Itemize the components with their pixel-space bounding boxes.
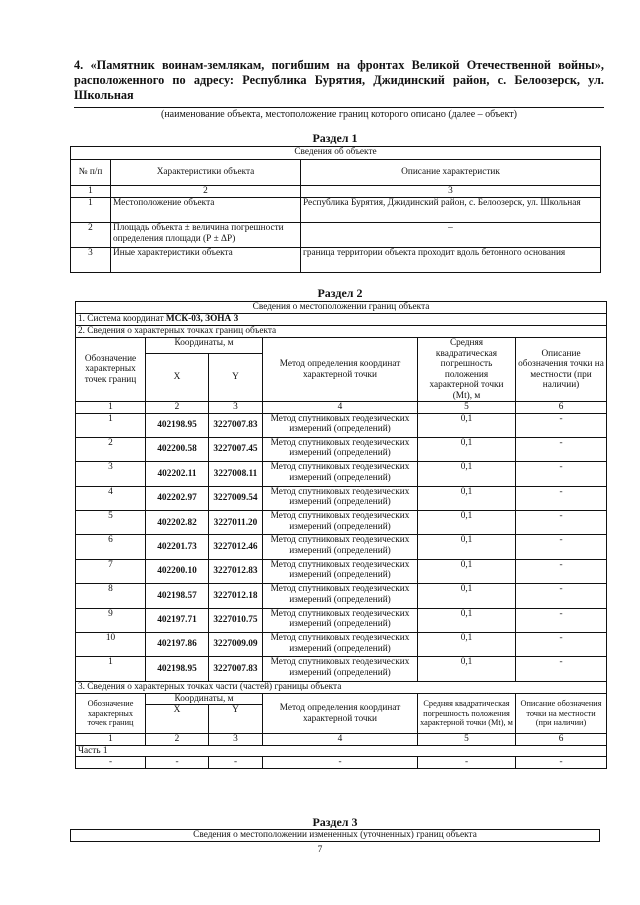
point-descr: - bbox=[516, 633, 607, 657]
point-error: 0,1 bbox=[418, 633, 516, 657]
section2-caption: Сведения о местоположении границ объекта bbox=[76, 302, 607, 314]
col-point-header: Обозначение характерных точек границ bbox=[76, 338, 146, 402]
part-cell: - bbox=[146, 757, 209, 769]
point-method: Метод спутниковых геодезических измерений (определений) bbox=[263, 535, 418, 559]
point-error: 0,1 bbox=[418, 657, 516, 681]
point-method: Метод спутниковых геодезических измерений (определений) bbox=[263, 413, 418, 437]
point-id: 4 bbox=[76, 486, 146, 510]
point-x: 402200.10 bbox=[146, 559, 209, 583]
index-cell: 6 bbox=[516, 402, 607, 414]
point-descr: - bbox=[516, 511, 607, 535]
object-heading-caption: (наименование объекта, местоположение границ которого описано (далее – объект) bbox=[74, 107, 604, 121]
row-desc: – bbox=[301, 223, 601, 248]
point-x: 402197.71 bbox=[146, 608, 209, 632]
index-cell: 1 bbox=[76, 734, 146, 746]
coord-system-value: МСК-03, ЗОНА 3 bbox=[165, 314, 239, 324]
point-error: 0,1 bbox=[418, 535, 516, 559]
row-desc: граница территории объекта проходит вдоль бетонного основания bbox=[301, 248, 601, 273]
part-label: Часть 1 bbox=[76, 745, 607, 757]
subsection3-title: 3. Сведения о характерных точках части (частей) границы объекта bbox=[76, 681, 607, 693]
index-cell: 5 bbox=[418, 734, 516, 746]
point-y: 3227007.83 bbox=[209, 413, 263, 437]
section2-title: Раздел 2 bbox=[317, 286, 363, 300]
col-method-header: Метод определения координат характерной точки bbox=[263, 693, 418, 734]
row-char: Площадь объекта ± величина погрешности определения площади (Р ± ΔР) bbox=[111, 223, 301, 248]
row-char: Местоположение объекта bbox=[111, 198, 301, 223]
point-x: 402202.97 bbox=[146, 486, 209, 510]
point-id: 3 bbox=[76, 462, 146, 486]
index-cell: 5 bbox=[418, 402, 516, 414]
point-y: 3227007.83 bbox=[209, 657, 263, 681]
point-id: 2 bbox=[76, 437, 146, 461]
table-row bbox=[71, 223, 601, 248]
point-error: 0,1 bbox=[418, 584, 516, 608]
point-y: 3227012.46 bbox=[209, 535, 263, 559]
point-row bbox=[76, 462, 607, 486]
index-cell: 1 bbox=[76, 402, 146, 414]
point-id: 5 bbox=[76, 511, 146, 535]
section1-caption: Сведения об объекте bbox=[71, 147, 601, 160]
section3-title: Раздел 3 bbox=[312, 815, 358, 829]
index-cell: 4 bbox=[263, 734, 418, 746]
point-row bbox=[76, 608, 607, 632]
col-y-header: Y bbox=[209, 354, 263, 402]
col-y-header: Y bbox=[209, 705, 263, 734]
point-id: 1 bbox=[76, 413, 146, 437]
index-cell: 2 bbox=[111, 186, 301, 198]
index-cell: 3 bbox=[209, 734, 263, 746]
point-id: 10 bbox=[76, 633, 146, 657]
point-method: Метод спутниковых геодезических измерений (определений) bbox=[263, 462, 418, 486]
point-y: 3227012.18 bbox=[209, 584, 263, 608]
index-cell: 3 bbox=[301, 186, 601, 198]
col-error-header: Средняя квадратическая погрешность положения характерной точки (Mt), м bbox=[418, 693, 516, 734]
col-desc-header: Описание характеристик bbox=[301, 160, 601, 186]
point-y: 3227009.09 bbox=[209, 633, 263, 657]
point-row bbox=[76, 559, 607, 583]
col-coords-header: Координаты, м bbox=[146, 338, 263, 354]
col-descr-header: Описание обозначения точки на местности (при наличии) bbox=[516, 338, 607, 402]
subsection2-title: 2. Сведения о характерных точках границ объекта bbox=[76, 326, 607, 338]
point-row bbox=[76, 437, 607, 461]
point-descr: - bbox=[516, 437, 607, 461]
point-id: 7 bbox=[76, 559, 146, 583]
point-row bbox=[76, 584, 607, 608]
point-x: 402197.86 bbox=[146, 633, 209, 657]
point-y: 3227010.75 bbox=[209, 608, 263, 632]
point-error: 0,1 bbox=[418, 462, 516, 486]
page-number: 7 bbox=[317, 845, 323, 855]
point-row bbox=[76, 535, 607, 559]
index-cell: 4 bbox=[263, 402, 418, 414]
point-row bbox=[76, 511, 607, 535]
part-cell: - bbox=[516, 757, 607, 769]
table-row bbox=[71, 248, 601, 273]
col-error-header: Средняя квадратическая погрешность положения характерной точки (Mt), м bbox=[418, 338, 516, 402]
point-descr: - bbox=[516, 462, 607, 486]
point-descr: - bbox=[516, 559, 607, 583]
col-x-header: X bbox=[146, 354, 209, 402]
coord-system-label: 1. Система координат bbox=[78, 314, 166, 324]
point-y: 3227008.11 bbox=[209, 462, 263, 486]
index-cell: 1 bbox=[71, 186, 111, 198]
part-cell: - bbox=[418, 757, 516, 769]
point-method: Метод спутниковых геодезических измерений (определений) bbox=[263, 511, 418, 535]
part-cell: - bbox=[263, 757, 418, 769]
point-row bbox=[76, 657, 607, 681]
point-id: 6 bbox=[76, 535, 146, 559]
point-method: Метод спутниковых геодезических измерений (определений) bbox=[263, 584, 418, 608]
point-error: 0,1 bbox=[418, 511, 516, 535]
point-method: Метод спутниковых геодезических измерений (определений) bbox=[263, 657, 418, 681]
section1-title: Раздел 1 bbox=[312, 131, 358, 145]
row-desc: Республика Бурятия, Джидинский район, с. Белоозерск, ул. Школьная bbox=[301, 198, 601, 223]
section3-table bbox=[70, 829, 600, 842]
point-y: 3227012.83 bbox=[209, 559, 263, 583]
point-descr: - bbox=[516, 535, 607, 559]
point-y: 3227011.20 bbox=[209, 511, 263, 535]
point-descr: - bbox=[516, 413, 607, 437]
point-method: Метод спутниковых геодезических измерений (определений) bbox=[263, 633, 418, 657]
section2-table bbox=[75, 301, 607, 769]
row-num: 1 bbox=[71, 198, 111, 223]
point-x: 402201.73 bbox=[146, 535, 209, 559]
point-row bbox=[76, 633, 607, 657]
point-error: 0,1 bbox=[418, 437, 516, 461]
col-x-header: X bbox=[146, 705, 209, 734]
index-cell: 2 bbox=[146, 734, 209, 746]
point-descr: - bbox=[516, 584, 607, 608]
point-method: Метод спутниковых геодезических измерений (определений) bbox=[263, 559, 418, 583]
point-x: 402198.95 bbox=[146, 413, 209, 437]
point-x: 402202.11 bbox=[146, 462, 209, 486]
col-char-header: Характеристики объекта bbox=[111, 160, 301, 186]
row-char: Иные характеристики объекта bbox=[111, 248, 301, 273]
col-descr-header: Описание обозначения точки на местности (при наличии) bbox=[516, 693, 607, 734]
point-y: 3227009.54 bbox=[209, 486, 263, 510]
col-point-header: Обозначение характерных точек границ bbox=[76, 693, 146, 734]
point-error: 0,1 bbox=[418, 559, 516, 583]
point-method: Метод спутниковых геодезических измерений (определений) bbox=[263, 437, 418, 461]
point-x: 402198.95 bbox=[146, 657, 209, 681]
point-id: 8 bbox=[76, 584, 146, 608]
point-id: 9 bbox=[76, 608, 146, 632]
row-num: 2 bbox=[71, 223, 111, 248]
table-row bbox=[71, 198, 601, 223]
section1-table bbox=[70, 146, 601, 273]
point-descr: - bbox=[516, 657, 607, 681]
point-descr: - bbox=[516, 486, 607, 510]
col-method-header: Метод определения координат характерной точки bbox=[263, 338, 418, 402]
point-error: 0,1 bbox=[418, 413, 516, 437]
point-x: 402202.82 bbox=[146, 511, 209, 535]
section3-caption: Сведения о местоположении измененных (уточненных) границ объекта bbox=[71, 830, 600, 842]
col-coords-header: Координаты, м bbox=[146, 693, 263, 705]
col-num-header: № п/п bbox=[71, 160, 111, 186]
point-error: 0,1 bbox=[418, 486, 516, 510]
point-x: 402200.58 bbox=[146, 437, 209, 461]
point-y: 3227007.45 bbox=[209, 437, 263, 461]
point-method: Метод спутниковых геодезических измерений (определений) bbox=[263, 486, 418, 510]
object-heading: 4. «Памятник воинам-землякам, погибшим на фронтах Великой Отечественной войны», расположенного по адресу: Республика Бурятия, Джидинский район, с. Белоозерск, ул. Школьная bbox=[74, 58, 604, 102]
index-cell: 3 bbox=[209, 402, 263, 414]
point-descr: - bbox=[516, 608, 607, 632]
point-method: Метод спутниковых геодезических измерений (определений) bbox=[263, 608, 418, 632]
row-num: 3 bbox=[71, 248, 111, 273]
part-cell: - bbox=[209, 757, 263, 769]
point-id: 1 bbox=[76, 657, 146, 681]
point-row bbox=[76, 413, 607, 437]
index-cell: 6 bbox=[516, 734, 607, 746]
part-cell: - bbox=[76, 757, 146, 769]
point-x: 402198.57 bbox=[146, 584, 209, 608]
point-row bbox=[76, 486, 607, 510]
point-error: 0,1 bbox=[418, 608, 516, 632]
index-cell: 2 bbox=[146, 402, 209, 414]
coord-system bbox=[76, 314, 607, 326]
